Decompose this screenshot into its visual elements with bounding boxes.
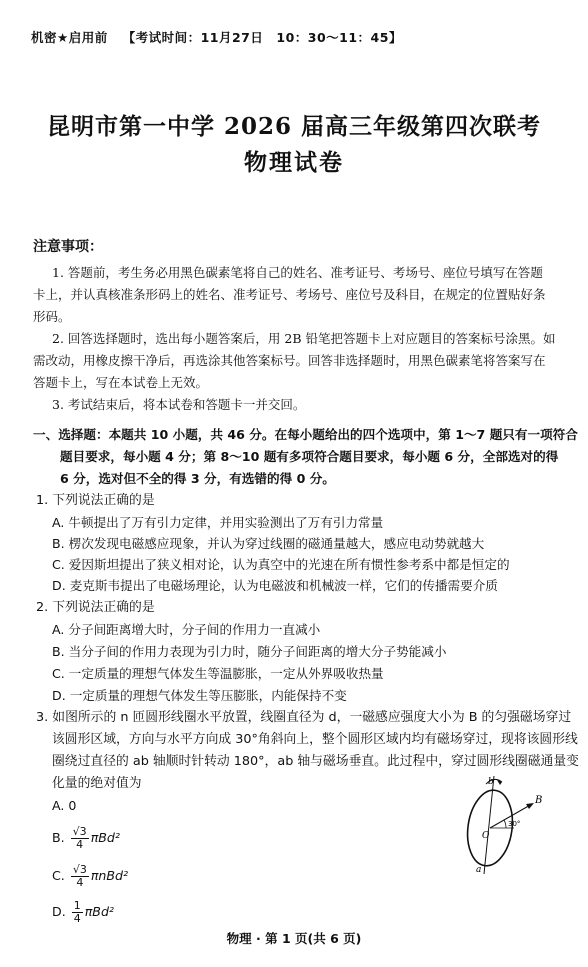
exam-time: 【考试时间：11月27日 10：30～11：45】 — [122, 30, 402, 45]
section-heading-cont: 题目要求，每小题 4 分；第 8～10 题有多项符合题目要求，每小题 6 分，全部选对的得 — [60, 449, 559, 464]
q3-option-c — [52, 864, 128, 889]
question-2-stem: 2. 下列说法正确的是 — [36, 600, 155, 615]
q1-option-d: D. 麦克斯韦提出了电磁场理论，认为电磁波和机械波一样，它们的传播需要介质 — [52, 578, 498, 593]
label-b: b — [488, 777, 494, 787]
note-line: 2. 回答选择题时，选出每小题答案后，用 2B 铅笔把答题卡上对应题目的答案标号涂黑。如 — [52, 331, 556, 346]
numerator: √3 — [72, 825, 87, 838]
denominator: 4 — [73, 912, 81, 925]
q1-option-a: A. 牛顿提出了万有引力定律，并用实验测出了万有引力常量 — [52, 515, 384, 530]
option-label: C. — [52, 868, 65, 883]
confidential-tag — [31, 28, 402, 46]
note-line: 需改动，用橡皮擦干净后，再选涂其他答案标号。回答非选择题时，用黑色碳素笔将答案写在 — [33, 353, 546, 368]
label-o: O — [482, 831, 490, 841]
denominator: 4 — [76, 838, 84, 851]
option-label: D. — [52, 904, 66, 919]
q2-option-d: D. 一定质量的理想气体发生等压膨胀，内能保持不变 — [52, 688, 347, 703]
page-footer: 物理 · 第 1 页(共 6 页) — [226, 931, 362, 946]
question-3-stem: 3. 如图所示的 n 匝圆形线圈水平放置，线圈直径为 d，一磁感应强度大小为 B 的匀强磁场穿过 — [36, 710, 572, 725]
question-3-stem-cont: 化量的绝对值为 — [52, 776, 142, 791]
note-line: 形码。 — [33, 309, 71, 324]
numerator: √3 — [72, 863, 87, 876]
exam-title: 昆明市第一中学 2026 届高三年级第四次联考 — [46, 113, 542, 140]
expression: πnBd² — [90, 868, 129, 883]
note-line: 3. 考试结束后，将本试卷和答题卡一并交回。 — [52, 397, 306, 412]
q2-option-a: A. 分子间距离增大时，分子间的作用力一直减小 — [52, 622, 321, 637]
section-heading-cont: 6 分，选对但不全的得 3 分，有选错的得 0 分。 — [60, 471, 335, 486]
fraction — [72, 900, 83, 925]
q2-option-c: C. 一定质量的理想气体发生等温膨胀，一定从外界吸收热量 — [52, 666, 384, 681]
exam-subject: 物理试卷 — [244, 149, 344, 176]
angle-arc — [504, 820, 506, 828]
q1-option-c: C. 爱因斯坦提出了狭义相对论，认为真空中的光速在所有惯性参考系中都是恒定的 — [52, 557, 510, 572]
coil-diagram — [450, 770, 560, 880]
q2-option-b: B. 当分子间的作用力表现为引力时，随分子间距离的增大分子势能减小 — [52, 644, 447, 659]
fraction — [71, 826, 89, 851]
question-3-stem-cont: 该圆形区域，方向与水平方向成 30°角斜向上，整个圆形区域内均有磁场穿过，现将该圆形线 — [52, 732, 578, 747]
question-3-stem-cont: 圈绕过直径的 ab 轴顺时针转动 180°，ab 轴与磁场垂直。此过程中，穿过圆形线圈磁通量变 — [52, 754, 579, 769]
label-angle: 30° — [508, 820, 521, 828]
q3-option-a: A. 0 — [52, 798, 77, 813]
notes-heading: 注意事项： — [33, 239, 103, 255]
note-line: 答题卡上，写在本试卷上无效。 — [33, 375, 209, 390]
q3-option-b — [52, 826, 120, 851]
field-arrowhead — [526, 803, 534, 809]
question-1-stem: 1. 下列说法正确的是 — [36, 493, 155, 508]
note-line: 1. 答题前，考生务必用黑色碳素笔将自己的姓名、准考证号、考场号、座位号填写在答题 — [52, 265, 543, 280]
expression: πBd² — [90, 830, 120, 845]
confidential-label: 机密★启用前 — [31, 30, 108, 45]
fraction — [71, 864, 89, 889]
q1-option-b: B. 楞次发现电磁感应现象，并认为穿过线圈的磁通量越大，感应电动势就越大 — [52, 536, 485, 551]
option-label: B. — [52, 830, 65, 845]
label-field-b: B — [535, 795, 543, 806]
q3-option-d — [52, 900, 114, 925]
numerator: 1 — [73, 899, 81, 912]
note-line: 卡上，并认真核准条形码上的姓名、准考证号、考场号、座位号及科目，在规定的位置贴好条 — [33, 287, 546, 302]
label-a: a — [476, 865, 482, 875]
expression: πBd² — [84, 904, 114, 919]
denominator: 4 — [76, 876, 84, 889]
section-heading: 一、选择题：本题共 10 小题，共 46 分。在每小题给出的四个选项中，第 1～7 题只有一项符合 — [33, 427, 578, 442]
